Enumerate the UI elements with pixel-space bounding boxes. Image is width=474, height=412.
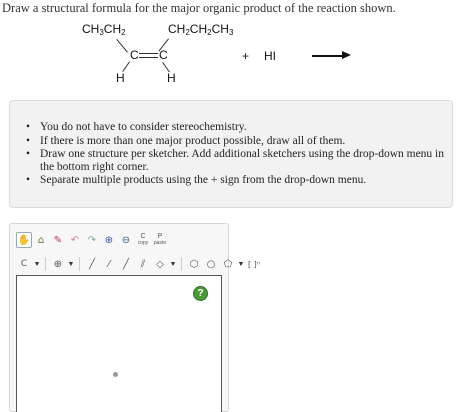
- drawing-canvas[interactable]: [16, 275, 222, 412]
- double-bond-icon[interactable]: ⫽: [140, 258, 146, 270]
- left-carbon: C: [130, 48, 139, 62]
- eraser-icon[interactable]: ✎: [53, 234, 63, 246]
- redo-icon[interactable]: ↷: [87, 234, 97, 246]
- zoom-in-icon[interactable]: ⊕: [104, 234, 114, 246]
- charge-dropdown-icon[interactable]: ▼: [67, 260, 75, 268]
- undo-icon[interactable]: ↶: [70, 234, 80, 246]
- help-icon[interactable]: ?: [193, 286, 208, 301]
- copy-button[interactable]: C copy: [137, 233, 149, 246]
- bond-left-top: [116, 39, 128, 53]
- right-hydrogen: H: [167, 71, 176, 85]
- single-bond-icon[interactable]: ╱: [88, 258, 96, 270]
- toolbar-divider: [79, 257, 80, 271]
- zoom-out-icon[interactable]: ⊖: [121, 234, 131, 246]
- left-hydrogen: H: [116, 71, 125, 85]
- bracket-icon[interactable]: [ ]ⁿ: [248, 259, 260, 269]
- toolbar-divider: [45, 257, 46, 271]
- wedge-bond-icon[interactable]: ⁄: [108, 258, 110, 270]
- question-text: Draw a structural formula for the major organic product of the reaction shown.: [2, 1, 396, 15]
- toolbar-divider: [181, 257, 182, 271]
- hand-icon[interactable]: ✋: [16, 232, 32, 248]
- reagent-hi: HI: [264, 49, 276, 63]
- instructions-box: [9, 100, 453, 208]
- ring-dropdown-icon[interactable]: ▼: [237, 260, 245, 268]
- hexagon-ring-icon[interactable]: ⬡: [189, 258, 199, 270]
- instruction-item: • You do not have to consider stereochemistry.: [26, 121, 247, 133]
- sketcher-toolbar-bottom: [16, 254, 262, 274]
- pentagon-ring-icon[interactable]: ⬠: [223, 258, 233, 270]
- molecule-sketcher: [9, 223, 260, 412]
- paste-button[interactable]: P paste: [153, 233, 167, 246]
- right-top-group: $CH_2CH_2CH_3$: [168, 22, 234, 37]
- reaction-arrow-head: [342, 51, 351, 59]
- canvas-center-dot: [113, 372, 118, 377]
- instruction-item: • Draw one structure per sketcher. Add additional sketchers using the drop-down menu in the bottom right corner.: [26, 148, 444, 173]
- right-carbon: C: [159, 48, 168, 62]
- reaction-scheme: [0, 0, 474, 95]
- element-selector[interactable]: C: [20, 259, 28, 269]
- instructions-list: [26, 121, 446, 188]
- charge-icon[interactable]: ⊕: [53, 258, 63, 270]
- double-bond-b: [139, 57, 158, 58]
- instruction-item: • Separate multiple products using the + sign from the drop-down menu.: [26, 174, 367, 186]
- bond-dropdown-icon[interactable]: ▼: [169, 260, 177, 268]
- sketcher-toolbar-top: [16, 230, 168, 250]
- reaction-arrow-line: [312, 55, 344, 57]
- bold-bond-icon[interactable]: ╱: [122, 258, 130, 270]
- lasso-icon[interactable]: ⌂: [37, 234, 45, 246]
- instruction-item: • If there is more than one major product possible, draw all of them.: [26, 134, 346, 147]
- plus-sign: +: [242, 49, 250, 63]
- ring-icon[interactable]: ○: [206, 258, 216, 270]
- eraser-bond-icon[interactable]: ◇: [156, 258, 164, 270]
- double-bond-a: [139, 53, 158, 54]
- left-top-group: $CH_3CH_2$: [82, 22, 126, 37]
- element-dropdown-icon[interactable]: ▼: [33, 260, 41, 268]
